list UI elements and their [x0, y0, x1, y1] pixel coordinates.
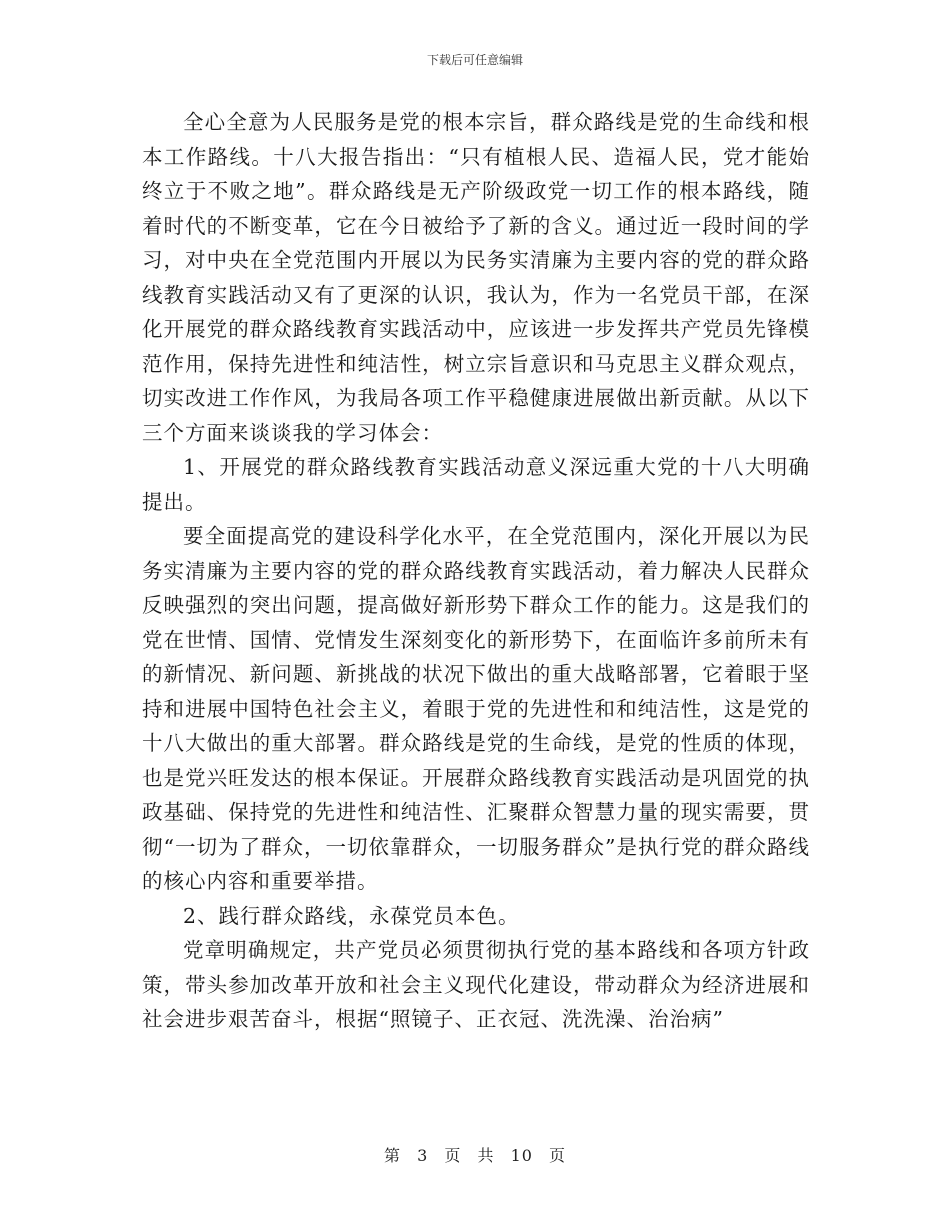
page-word: 页 [444, 1146, 462, 1165]
body-paragraph: 要全面提高党的建设科学化水平，在全党范围内，深化开展以为民务实清廉为主要内容的党的群众路线教育实践活动，着力解决人民群众反映强烈的突出问题，提高做好新形势下群众工作的能力。这是我们的党在世情、国情、党情发生深刻变化的新形势下，在面临许多前所未有的新情况、新问题、新挑战的状况下做出的重大战略部署，它着眼于坚持和进展中国特色社会主义，着眼于党的先进性和和纯洁性，这是党的十八大做出的重大部署。群众路线是党的生命线，是党的性质的体现，也是党兴旺发达的根本保证。开展群众路线教育实践活动是巩固党的执政基础、保持党的先进性和纯洁性、汇聚群众智慧力量的现实需要，贯彻“一切为了群众，一切依靠群众，一切服务群众”是执行党的群众路线的核心内容和重要举措。 [142, 524, 810, 893]
header-note: 下载后可任意编辑 [426, 53, 523, 67]
current-page-number: 3 [417, 1146, 429, 1165]
body-paragraph: 党章明确规定，共产党员必须贯彻执行党的基本路线和各项方针政策，带头参加改革开放和社会主义现代化建设，带动群众为经济进展和社会进步艰苦奋斗，根据“照镜子、正衣冠、洗洗澡、治治病” [142, 938, 810, 1031]
total-page-count: 10 [510, 1146, 533, 1165]
section-heading: 2、践行群众路线，永葆党员本色。 [183, 903, 520, 928]
document-body [142, 105, 810, 1037]
total-label: 共 [477, 1146, 495, 1165]
page-number-footer [0, 1146, 950, 1166]
section-heading: 1、开展党的群众路线教育实践活动意义深远重大党的十八大明确提出。 [142, 455, 810, 514]
body-paragraph: 全心全意为人民服务是党的根本宗旨，群众路线是党的生命线和根本工作路线。十八大报告指出：“只有植根人民、造福人民，党才能始终立于不败之地”。群众路线是无产阶级政党一切工作的根本路线，随着时代的不断变革，它在今日被给予了新的含义。通过近一段时间的学习，对中央在全党范围内开展以为民务实清廉为主要内容的党的群众路线教育实践活动又有了更深的认识，我认为，作为一名党员干部，在深化开展党的群众路线教育实践活动中，应该进一步发挥共产党员先锋模范作用，保持先进性和纯洁性，树立宗旨意识和马克思主义群众观点，切实改进工作作风，为我局各项工作平稳健康进展做出新贡献。从以下三个方面来谈谈我的学习体会： [142, 110, 810, 445]
page-prefix: 第 [383, 1146, 401, 1165]
page-suffix: 页 [549, 1146, 567, 1165]
